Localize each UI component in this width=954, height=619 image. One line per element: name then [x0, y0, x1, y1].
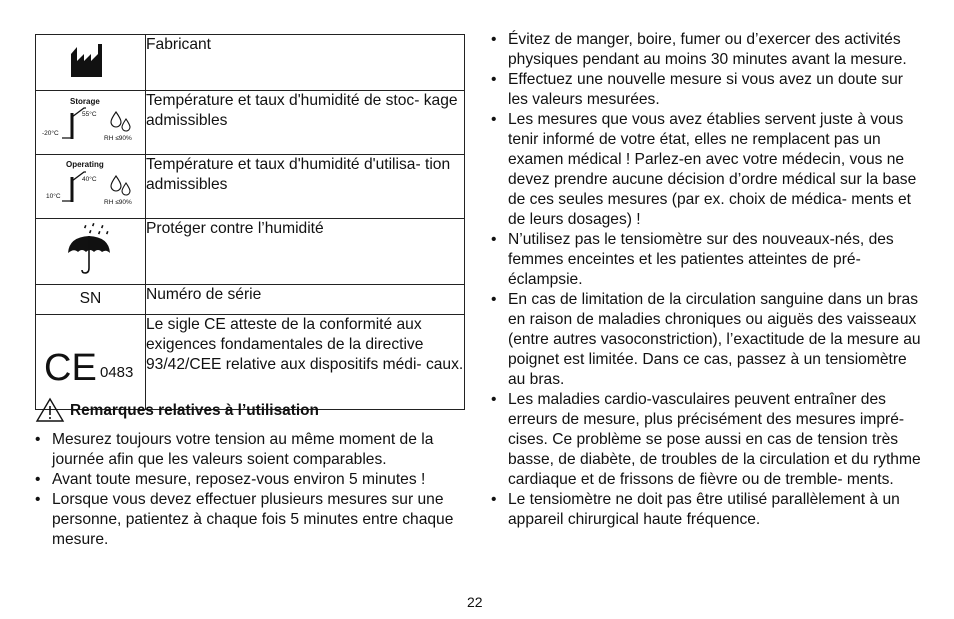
ce-mark-text: CE — [44, 347, 97, 389]
symbol-desc: Le sigle CE atteste de la conformité aux exigences fondamentales de la directive 93/42/CEE relative aux dispositifs médi- caux. — [146, 315, 465, 410]
list-item: • Lorsque vous devez effectuer plusieurs mesures sur une personne, patientez à chaque fois 5 minutes entre chaque mesure. — [35, 490, 465, 550]
manufacturer-icon — [36, 35, 145, 85]
ce-mark-icon — [36, 315, 145, 404]
storage-temp-low: -20°C — [42, 130, 59, 137]
ce-number: 0483 — [100, 364, 134, 381]
symbol-desc: Fabricant — [146, 35, 465, 91]
list-item: • Effectuez une nouvelle mesure si vous avez un doute sur les valeurs mesurées. — [491, 70, 921, 110]
list-item: • N’utilisez pas le tensiomètre sur des nouveaux-nés, des femmes enceintes et les patientes atteintes de pré- éclampsie. — [491, 230, 921, 290]
operating-temp-low: 10°C — [46, 193, 61, 200]
symbol-desc: Numéro de série — [146, 285, 465, 315]
list-item: • Évitez de manger, boire, fumer ou d’exercer des activités physiques pendant au moins 30 minutes avant la mesure. — [491, 30, 921, 70]
list-item: • Les maladies cardio-vasculaires peuvent entraîner des erreurs de mesure, plus précisément des mesures impré- cises. Ce problème se pose aussi en cas de tension très basse, de diabète, de troubles de la circulation et du rythme cardiaque et de frissons de fièvre ou de tremble- ments. — [491, 390, 921, 490]
operating-rh: RH ≤90% — [104, 199, 132, 206]
list-item: • Le tensiomètre ne doit pas être utilisé parallèlement à un appareil chirurgical haute fréquence. — [491, 490, 921, 530]
symbol-desc: Température et taux d'humidité de stoc- kage admissibles — [146, 91, 465, 155]
symbol-desc: Protéger contre l’humidité — [146, 219, 465, 285]
operating-label: Operating — [66, 160, 104, 169]
warning-triangle-icon — [35, 397, 65, 423]
humidity-drops-icon — [111, 112, 130, 131]
symbol-row-keep-dry — [36, 219, 465, 285]
list-item: • Avant toute mesure, reposez-vous environ 5 minutes ! — [35, 470, 465, 490]
symbol-row-ce — [36, 315, 465, 410]
keep-dry-umbrella-icon — [36, 219, 145, 279]
symbol-table — [35, 34, 465, 410]
symbol-row-manufacturer — [36, 35, 465, 91]
list-item: • Les mesures que vous avez établies servent juste à vous tenir informé de votre état, elles ne remplacent pas un examen médical ! Parlez-en avec votre médecin, vous ne devez prendre aucune décision d’ordre médical sur la base de ces seules mesures (par ex. choix de médica- ments et de leurs dosages) ! — [491, 110, 921, 230]
serial-number-icon: SN — [36, 285, 146, 315]
symbol-desc: Température et taux d'humidité d'utilisa- tion admissibles — [146, 155, 465, 219]
symbol-row-operating — [36, 155, 465, 219]
remarks-list-left — [35, 430, 465, 550]
operating-conditions-icon — [36, 155, 145, 213]
page-number: 22 — [467, 594, 483, 610]
storage-conditions-icon — [36, 91, 145, 149]
storage-temp-high: 55°C — [82, 111, 97, 118]
symbol-row-serial — [36, 285, 465, 315]
storage-label: Storage — [70, 97, 100, 106]
remarks-list-right — [491, 30, 921, 530]
remarks-title: Remarques relatives à l’utilisation — [70, 402, 319, 419]
storage-rh: RH ≤90% — [104, 135, 132, 142]
list-item: • En cas de limitation de la circulation sanguine dans un bras en raison de maladies chroniques ou aiguës des vaisseaux (entre autres vasoconstriction), l’exactitude de la mesure au poignet est limitée. Dans ce cas, passez à un tensiomètre au bras. — [491, 290, 921, 390]
symbol-row-storage — [36, 91, 465, 155]
operating-temp-high: 40°C — [82, 176, 97, 183]
list-item: • Mesurez toujours votre tension au même moment de la journée afin que les valeurs soient comparables. — [35, 430, 465, 470]
humidity-drops-icon — [111, 176, 130, 195]
